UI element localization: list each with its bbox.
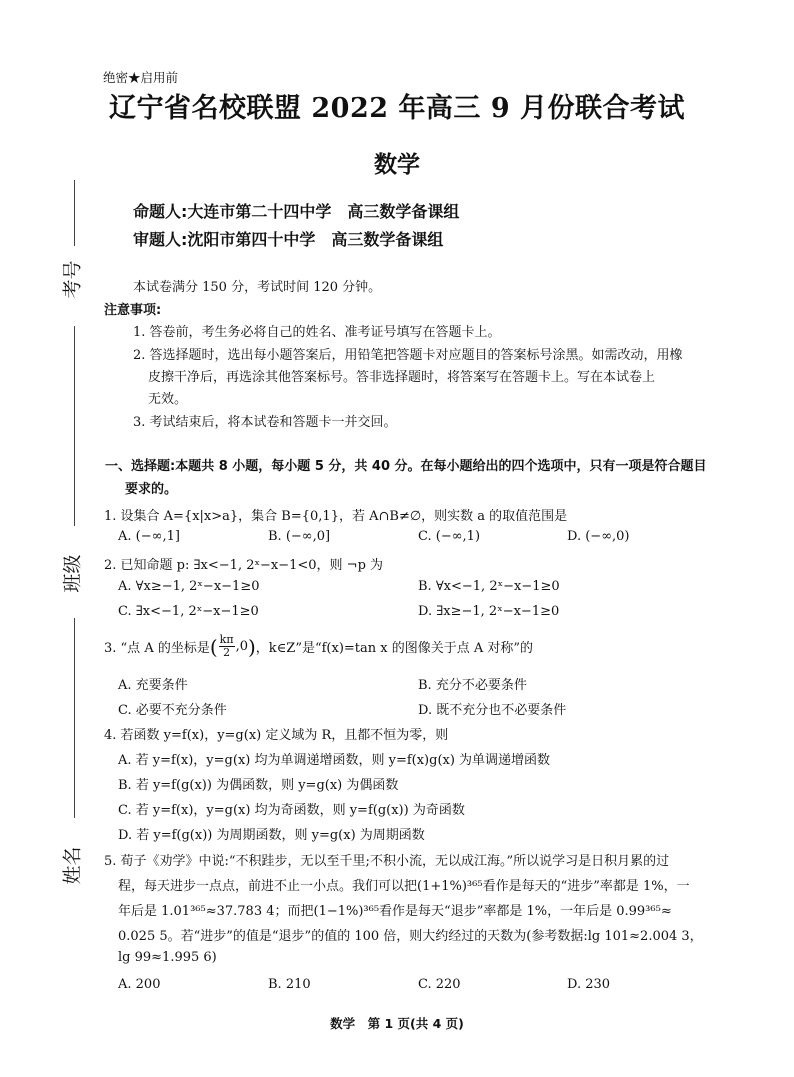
q5-option-b: B. 210 [268, 977, 311, 992]
q3-option-b: B. 充分不必要条件 [418, 678, 527, 693]
notice-title: 注意事项: [104, 303, 162, 318]
q3-coord-tail: ,0 [235, 639, 248, 654]
binding-line-1 [74, 326, 75, 526]
notice-item: 2. 答选择题时，选出每小题答案后，用铅笔把答题卡对应题目的答案标号涂黑。如需改动，用橡 [133, 348, 683, 363]
question-5-line: 年后是 1.01³⁶⁵≈37.783 4；而把(1−1%)³⁶⁵看作是每天“退步”率都是 1%，一年后是 0.99³⁶⁵≈ [118, 904, 672, 919]
question-5-line: lg 99≈1.995 6) [118, 950, 217, 965]
q3-stem-post: ，k∈Z”是“f(x)=tan x 的图像关于点 A 对称”的 [255, 641, 534, 656]
binding-line-2 [74, 618, 75, 818]
q3-stem-pre: 3. “点 A 的坐标是 [104, 641, 210, 656]
question-5-line: 0.025 5。若“进步”的值是“退步”的值的 100 倍，则大约经过的天数为(参考数据:lg 101≈2.004 3， [118, 929, 703, 944]
exam-info: 本试卷满分 150 分，考试时间 120 分钟。 [133, 280, 382, 295]
notice-item-cont: 无效。 [148, 392, 188, 407]
question-4-stem: 4. 若函数 y=f(x)，y=g(x) 定义域为 R，且都不恒为零，则 [104, 728, 449, 743]
q5-option-d: D. 230 [567, 977, 611, 992]
section-heading-cont: 要求的。 [125, 482, 178, 497]
fraction-numerator: kπ [219, 633, 234, 646]
question-3-stem [104, 634, 533, 659]
binding-line-top [74, 180, 75, 246]
fraction-denominator: 2 [223, 646, 231, 659]
paren-open: ( [209, 634, 218, 659]
reviewer-line: 审题人:沈阳市第四十中学 高三数学备课组 [133, 230, 444, 249]
notice-item: 1. 答卷前，考生务必将自己的姓名、准考证号填写在答题卡上。 [133, 325, 501, 340]
q3-option-c: C. 必要不充分条件 [118, 703, 227, 718]
notice-item: 3. 考试结束后，将本试卷和答题卡一并交回。 [133, 415, 397, 430]
q2-option-c: C. ∃x<−1, 2ˣ−x−1≥0 [118, 604, 259, 619]
q4-option-c: C. 若 y=f(x)，y=g(x) 均为奇函数，则 y=f(g(x)) 为奇函数 [118, 803, 465, 818]
class-label: 班级 [61, 554, 84, 593]
q1-option-c: C. (−∞,1) [418, 529, 481, 544]
q1-option-b: B. (−∞,0] [268, 529, 331, 544]
exam-number-label: 考号 [61, 260, 84, 299]
subject-title: 数学 [374, 152, 420, 178]
exam-title: 辽宁省名校联盟 2022 年高三 9 月份联合考试 [108, 93, 686, 124]
page-footer: 数学 第 1 页(共 4 页) [330, 1016, 464, 1031]
fraction [219, 634, 235, 659]
question-2-stem: 2. 已知命题 p: ∃x<−1, 2ˣ−x−1<0，则 ¬p 为 [104, 558, 384, 573]
q2-option-b: B. ∀x<−1, 2ˣ−x−1≥0 [418, 579, 560, 594]
question-1-stem: 1. 设集合 A={x|x>a}，集合 B={0,1}，若 A∩B≠∅，则实数 a 的取值范围是 [104, 509, 568, 524]
q2-option-a: A. ∀x≥−1, 2ˣ−x−1≥0 [118, 579, 260, 594]
q4-option-a: A. 若 y=f(x)，y=g(x) 均为单调递增函数，则 y=f(x)g(x) 为单调递增函数 [118, 753, 551, 768]
question-5-line: 5. 荀子《劝学》中说:“不积跬步，无以至千里;不积小流，无以成江海。”所以说学习是日积月累的过 [104, 854, 670, 869]
question-5-line: 程，每天进步一点点，前进不止一小点。我们可以把(1+1%)³⁶⁵看作是每天的“进步”率都是 1%，一 [118, 879, 690, 894]
notice-item-cont: 皮擦干净后，再选涂其他答案标号。答非选择题时，将答案写在答题卡上。写在本试卷上 [148, 370, 656, 385]
name-label: 姓名 [61, 846, 84, 885]
paren-close: ) [247, 634, 256, 659]
q1-option-d: D. (−∞,0) [567, 529, 630, 544]
q1-option-a: A. (−∞,1] [118, 529, 180, 544]
q4-option-b: B. 若 y=f(g(x)) 为偶函数，则 y=g(x) 为偶函数 [118, 778, 399, 793]
q5-option-a: A. 200 [118, 977, 161, 992]
q5-option-c: C. 220 [418, 977, 461, 992]
q2-option-d: D. ∃x≥−1, 2ˣ−x−1≥0 [418, 604, 560, 619]
q4-option-d: D. 若 y=f(g(x)) 为周期函数，则 y=g(x) 为周期函数 [118, 828, 425, 843]
q3-option-a: A. 充要条件 [118, 678, 188, 693]
author-line: 命题人:大连市第二十四中学 高三数学备课组 [133, 202, 460, 221]
section-heading: 一、选择题:本题共 8 小题，每小题 5 分，共 40 分。在每小题给出的四个选项中，只有一项是符合题目 [105, 459, 707, 474]
q3-option-d: D. 既不充分也不必要条件 [418, 703, 567, 718]
confidential-mark: 绝密★启用前 [103, 70, 179, 85]
